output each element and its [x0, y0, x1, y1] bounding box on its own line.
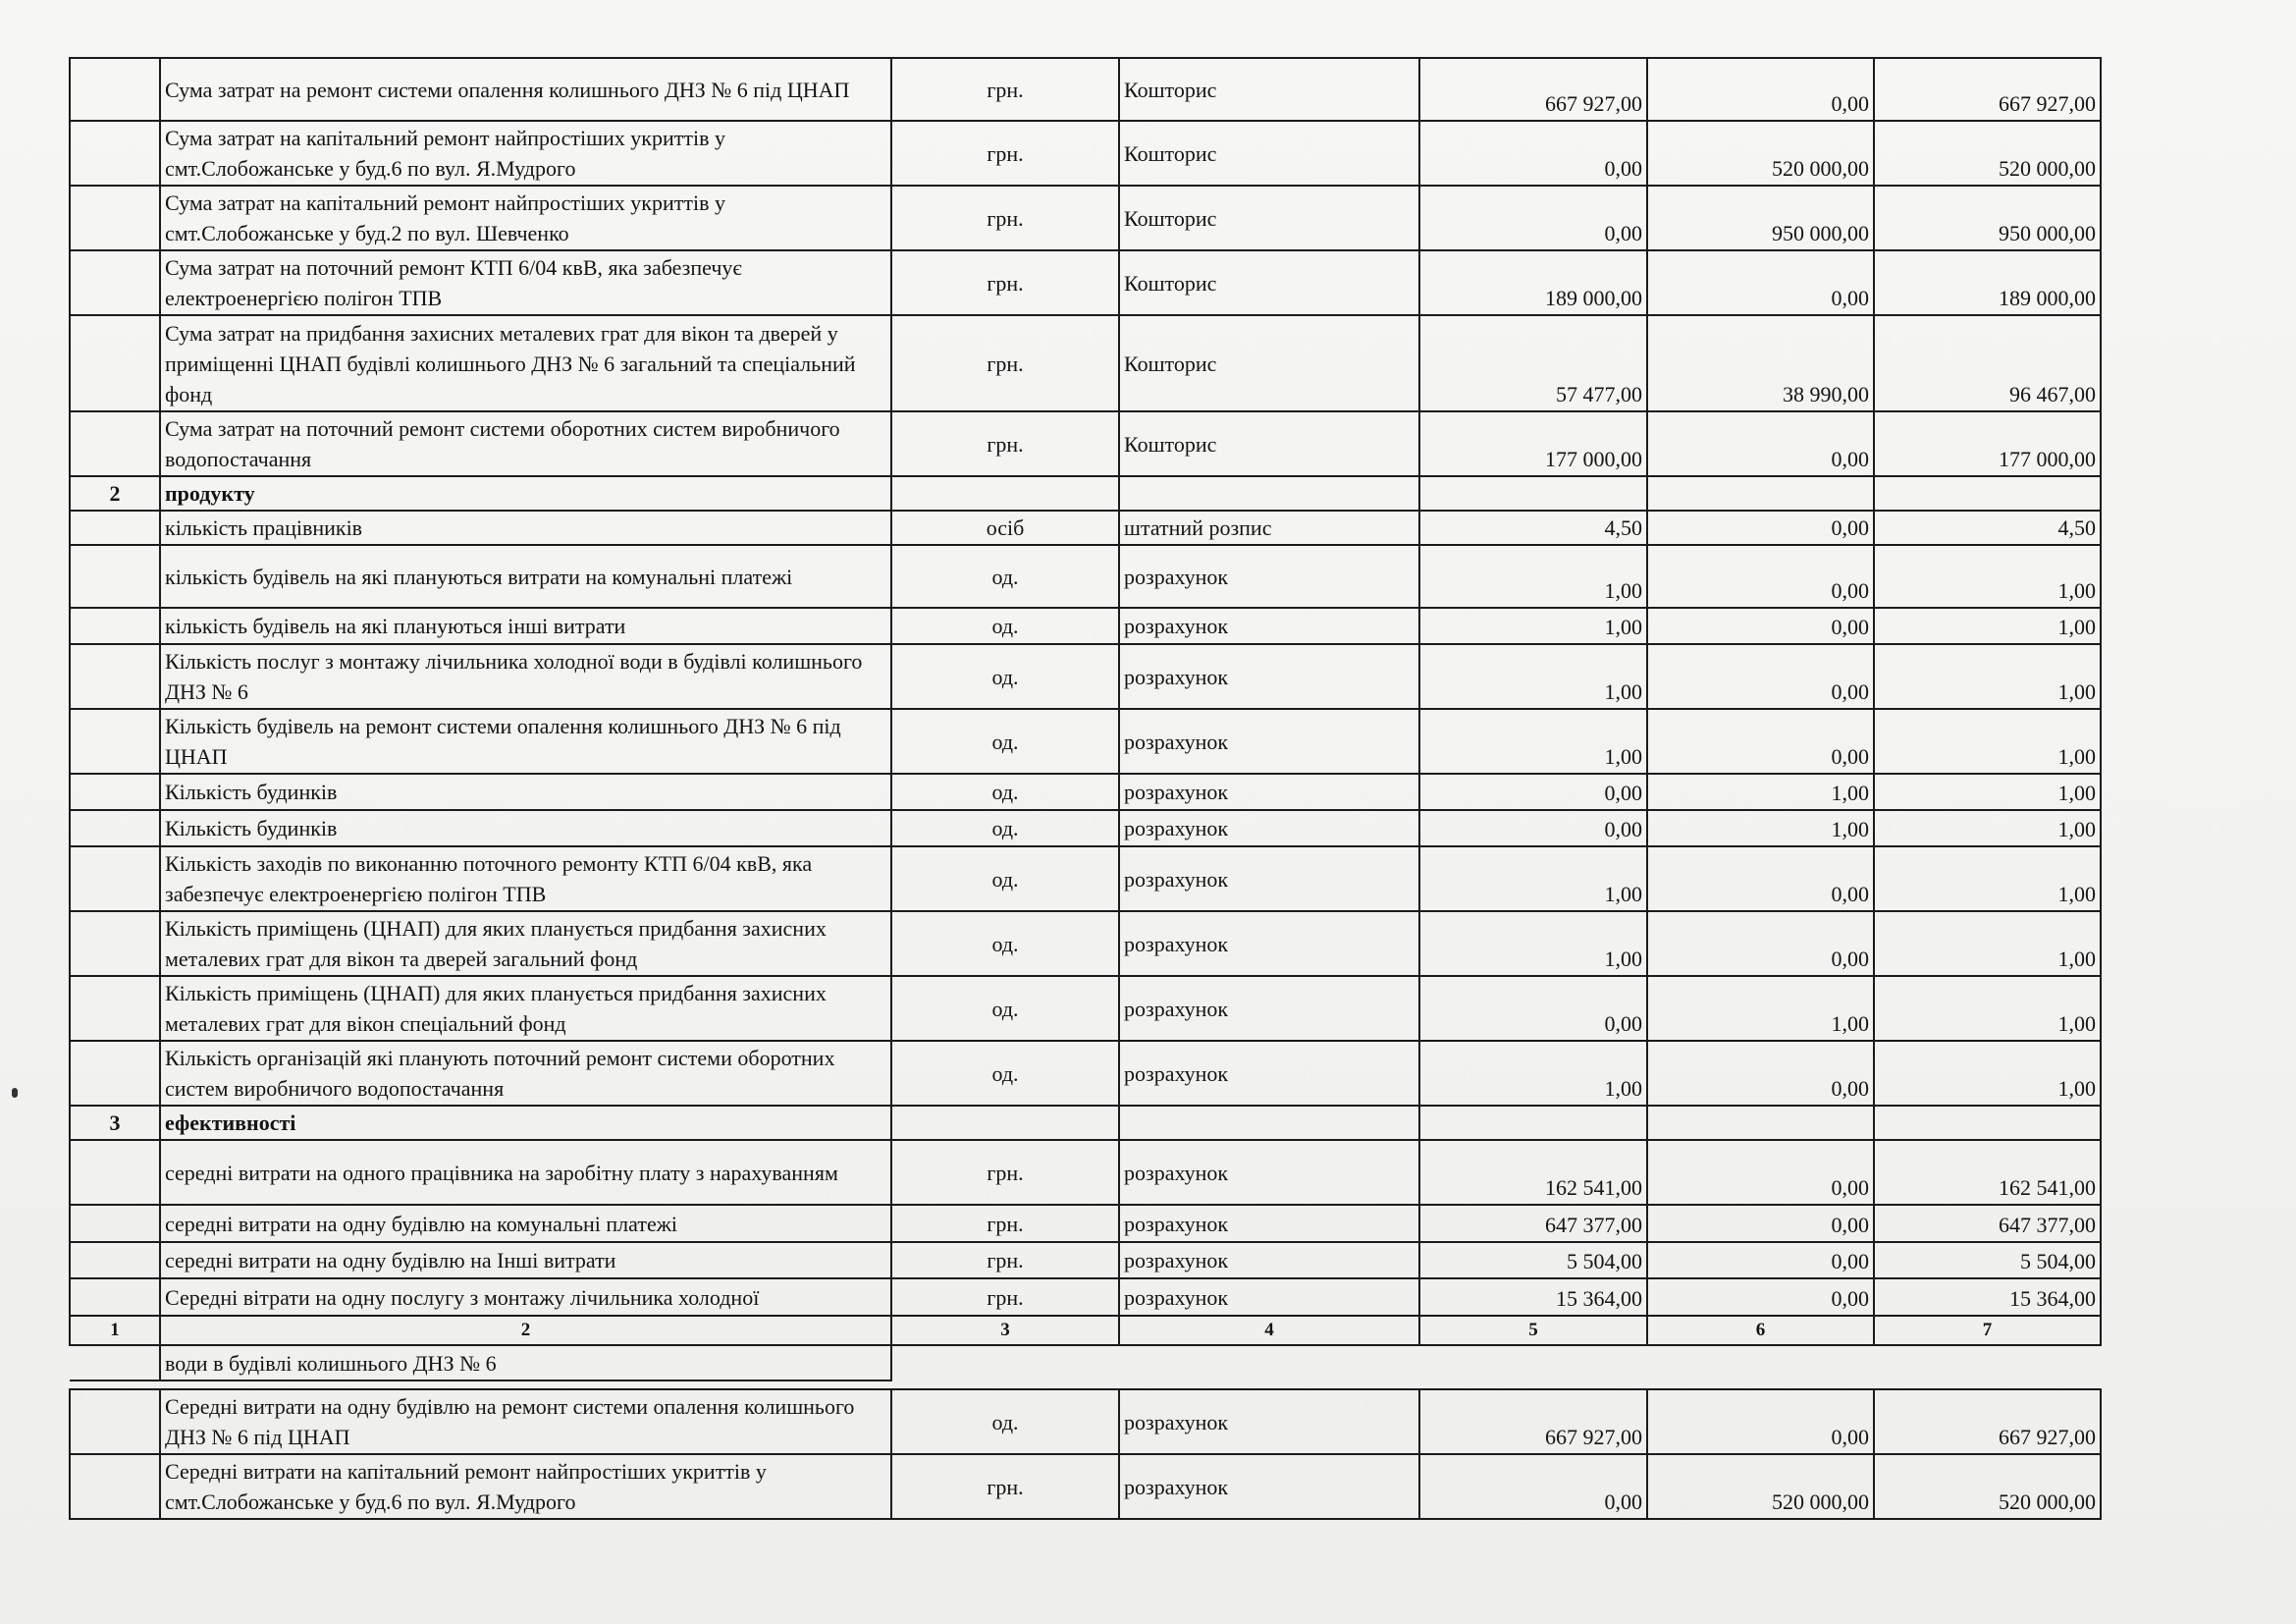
row-number	[70, 315, 160, 411]
value-special: 0,00	[1647, 1242, 1874, 1278]
value-general: 5 504,00	[1419, 1242, 1647, 1278]
indicator-name: Кількість приміщень (ЦНАП) для яких планується придбання захисних металевих грат для вікон та дверей загальний фонд	[160, 911, 891, 976]
value-total: 177 000,00	[1874, 411, 2101, 476]
value-general: 15 364,00	[1419, 1278, 1647, 1316]
value-general: 1,00	[1419, 846, 1647, 911]
row-number	[70, 774, 160, 810]
unit: грн.	[891, 1242, 1119, 1278]
row-number	[70, 58, 160, 121]
value-special: 0,00	[1647, 1041, 1874, 1106]
value-special: 0,00	[1647, 1140, 1874, 1205]
table-row	[70, 315, 2101, 411]
indicator-name: Середні вітрати на одну послугу з монтажу лічильника холодної	[160, 1278, 891, 1316]
source: розрахунок	[1119, 1278, 1419, 1316]
unit: од.	[891, 1389, 1119, 1454]
source: розрахунок	[1119, 1389, 1419, 1454]
row-number	[70, 709, 160, 774]
table-row	[70, 1278, 2101, 1316]
row-number	[70, 186, 160, 250]
unit: грн.	[891, 1140, 1119, 1205]
source: штатний розпис	[1119, 511, 1419, 545]
unit: грн.	[891, 186, 1119, 250]
source: Кошторис	[1119, 121, 1419, 186]
value-total: 1,00	[1874, 608, 2101, 644]
indicator-name: Кількість будинків	[160, 810, 891, 846]
indicator-name: Середні витрати на одну будівлю на ремонт системи опалення колишнього ДНЗ № 6 під ЦНАП	[160, 1389, 891, 1454]
value-total: 1,00	[1874, 911, 2101, 976]
column-numbers-row	[70, 1316, 2101, 1345]
unit: од.	[891, 846, 1119, 911]
column-number: 1	[70, 1316, 160, 1345]
unit: грн.	[891, 58, 1119, 121]
table-row	[70, 121, 2101, 186]
unit: грн.	[891, 315, 1119, 411]
value-general	[1419, 476, 1647, 511]
table-row	[70, 1454, 2101, 1519]
indicator-name: Сума затрат на капітальний ремонт найпростіших укриттів у смт.Слобожанське у буд.6 по вул. Я.Мудрого	[160, 121, 891, 186]
row-number	[70, 121, 160, 186]
value-total: 520 000,00	[1874, 1454, 2101, 1519]
source: Кошторис	[1119, 186, 1419, 250]
table-row	[70, 545, 2101, 608]
indicator-name: Середні витрати на капітальний ремонт найпростіших укриттів у смт.Слобожанське у буд.6 по вул. Я.Мудрого	[160, 1454, 891, 1519]
unit	[891, 1106, 1119, 1140]
source: Кошторис	[1119, 58, 1419, 121]
indicator-name: Кількість послуг з монтажу лічильника холодної води в будівлі колишнього ДНЗ № 6	[160, 644, 891, 709]
source: розрахунок	[1119, 976, 1419, 1041]
unit: од.	[891, 709, 1119, 774]
value-total: 162 541,00	[1874, 1140, 2101, 1205]
indicator-name: Кількість будинків	[160, 774, 891, 810]
value-general: 1,00	[1419, 545, 1647, 608]
value-special: 520 000,00	[1647, 121, 1874, 186]
table-row	[70, 1242, 2101, 1278]
column-number: 4	[1119, 1316, 1419, 1345]
row-number	[70, 1041, 160, 1106]
value-general: 177 000,00	[1419, 411, 1647, 476]
value-special: 0,00	[1647, 545, 1874, 608]
value-special: 0,00	[1647, 608, 1874, 644]
row-number	[70, 1242, 160, 1278]
unit: од.	[891, 608, 1119, 644]
unit: грн.	[891, 1454, 1119, 1519]
value-total: 15 364,00	[1874, 1278, 2101, 1316]
table-row	[70, 774, 2101, 810]
indicator-name: кількість працівників	[160, 511, 891, 545]
unit: осіб	[891, 511, 1119, 545]
value-general: 647 377,00	[1419, 1205, 1647, 1242]
table-row	[70, 1389, 2101, 1454]
value-general: 0,00	[1419, 1454, 1647, 1519]
table-row	[70, 644, 2101, 709]
source: розрахунок	[1119, 545, 1419, 608]
indicator-name: Кількість заходів по виконанню поточного ремонту КТП 6/04 квВ, яка забезпечує електроенергією полігон ТПВ	[160, 846, 891, 911]
column-number: 3	[891, 1316, 1119, 1345]
row-number	[70, 810, 160, 846]
source: розрахунок	[1119, 1041, 1419, 1106]
value-total: 520 000,00	[1874, 121, 2101, 186]
value-total: 647 377,00	[1874, 1205, 2101, 1242]
value-general: 162 541,00	[1419, 1140, 1647, 1205]
value-total: 1,00	[1874, 810, 2101, 846]
unit: грн.	[891, 250, 1119, 315]
row-number: 3	[70, 1106, 160, 1140]
value-general: 667 927,00	[1419, 58, 1647, 121]
source: Кошторис	[1119, 411, 1419, 476]
value-special: 0,00	[1647, 250, 1874, 315]
value-total	[1874, 476, 2101, 511]
unit: од.	[891, 644, 1119, 709]
unit: од.	[891, 810, 1119, 846]
continuation-table	[69, 1388, 2102, 1520]
row-number	[70, 1140, 160, 1205]
indicators-table	[69, 57, 2102, 1381]
value-general: 1,00	[1419, 1041, 1647, 1106]
value-special: 950 000,00	[1647, 186, 1874, 250]
value-total: 1,00	[1874, 545, 2101, 608]
column-number: 7	[1874, 1316, 2101, 1345]
row-number	[70, 846, 160, 911]
scan-speck	[12, 1088, 18, 1098]
value-special: 0,00	[1647, 1389, 1874, 1454]
source: розрахунок	[1119, 1205, 1419, 1242]
value-total: 5 504,00	[1874, 1242, 2101, 1278]
indicator-name: Сума затрат на капітальний ремонт найпростіших укриттів у смт.Слобожанське у буд.2 по вул. Шевченко	[160, 186, 891, 250]
source: Кошторис	[1119, 315, 1419, 411]
indicator-name: Сума затрат на поточний ремонт КТП 6/04 квВ, яка забезпечує електроенергією полігон ТПВ	[160, 250, 891, 315]
value-special: 0,00	[1647, 411, 1874, 476]
table-row	[70, 186, 2101, 250]
value-total: 1,00	[1874, 1041, 2101, 1106]
value-total: 1,00	[1874, 846, 2101, 911]
value-special: 0,00	[1647, 511, 1874, 545]
row-number	[70, 644, 160, 709]
value-total: 667 927,00	[1874, 58, 2101, 121]
indicator-name: середні витрати на одного працівника на заробітну плату з нарахуванням	[160, 1140, 891, 1205]
value-general: 189 000,00	[1419, 250, 1647, 315]
value-special: 38 990,00	[1647, 315, 1874, 411]
indicator-name: Кількість організацій які планують поточний ремонт системи оборотних систем виробничого водопостачання	[160, 1041, 891, 1106]
source: розрахунок	[1119, 1454, 1419, 1519]
value-special: 0,00	[1647, 58, 1874, 121]
table-row	[70, 976, 2101, 1041]
value-general: 1,00	[1419, 608, 1647, 644]
value-general: 1,00	[1419, 709, 1647, 774]
indicator-name: Кількість будівель на ремонт системи опалення колишнього ДНЗ № 6 під ЦНАП	[160, 709, 891, 774]
value-general: 0,00	[1419, 121, 1647, 186]
row-number	[70, 1454, 160, 1519]
value-general: 667 927,00	[1419, 1389, 1647, 1454]
unit: од.	[891, 774, 1119, 810]
row-number	[70, 1205, 160, 1242]
value-special: 0,00	[1647, 709, 1874, 774]
value-total: 96 467,00	[1874, 315, 2101, 411]
value-general: 1,00	[1419, 644, 1647, 709]
value-special: 0,00	[1647, 644, 1874, 709]
value-special	[1647, 476, 1874, 511]
row-number	[70, 911, 160, 976]
table-row	[70, 846, 2101, 911]
table-row	[70, 1041, 2101, 1106]
row-number	[70, 976, 160, 1041]
source: розрахунок	[1119, 644, 1419, 709]
value-general: 0,00	[1419, 976, 1647, 1041]
row-number: 2	[70, 476, 160, 511]
carry-over-text: води в будівлі колишнього ДНЗ № 6	[160, 1345, 891, 1380]
indicator-name: Кількість приміщень (ЦНАП) для яких планується придбання захисних металевих грат для вікон спеціальний фонд	[160, 976, 891, 1041]
unit: грн.	[891, 411, 1119, 476]
unit: грн.	[891, 1278, 1119, 1316]
source: розрахунок	[1119, 1242, 1419, 1278]
value-general: 1,00	[1419, 911, 1647, 976]
value-general: 0,00	[1419, 810, 1647, 846]
column-number: 6	[1647, 1316, 1874, 1345]
value-total: 950 000,00	[1874, 186, 2101, 250]
value-special	[1647, 1106, 1874, 1140]
source: розрахунок	[1119, 810, 1419, 846]
indicator-name: середні витрати на одну будівлю на комунальні платежі	[160, 1205, 891, 1242]
value-general: 4,50	[1419, 511, 1647, 545]
indicator-name: Сума затрат на придбання захисних металевих грат для вікон та дверей у приміщенні ЦНАП будівлі колишнього ДНЗ № 6 загальний та спеціальний фонд	[160, 315, 891, 411]
value-general: 0,00	[1419, 774, 1647, 810]
unit: грн.	[891, 121, 1119, 186]
column-number: 2	[160, 1316, 891, 1345]
section-row	[70, 476, 2101, 511]
unit: од.	[891, 976, 1119, 1041]
table-row	[70, 250, 2101, 315]
source: розрахунок	[1119, 774, 1419, 810]
indicator-name: Сума затрат на поточний ремонт системи оборотних систем виробничого водопостачання	[160, 411, 891, 476]
blank-cell	[891, 1345, 2101, 1380]
indicator-name: кількість будівель на які плануються інші витрати	[160, 608, 891, 644]
table-row	[70, 58, 2101, 121]
carry-over-row	[70, 1345, 2101, 1380]
value-total: 4,50	[1874, 511, 2101, 545]
table-row	[70, 1140, 2101, 1205]
source: розрахунок	[1119, 911, 1419, 976]
value-general: 0,00	[1419, 186, 1647, 250]
row-number	[70, 608, 160, 644]
value-total: 1,00	[1874, 644, 2101, 709]
source	[1119, 476, 1419, 511]
value-general	[1419, 1106, 1647, 1140]
source: розрахунок	[1119, 709, 1419, 774]
value-special: 0,00	[1647, 911, 1874, 976]
source: розрахунок	[1119, 846, 1419, 911]
value-special: 1,00	[1647, 976, 1874, 1041]
row-number	[70, 1389, 160, 1454]
value-total	[1874, 1106, 2101, 1140]
table-row	[70, 608, 2101, 644]
row-number	[70, 411, 160, 476]
indicator-name: кількість будівель на які плануються витрати на комунальні платежі	[160, 545, 891, 608]
unit: од.	[891, 911, 1119, 976]
table-row	[70, 1205, 2101, 1242]
column-number: 5	[1419, 1316, 1647, 1345]
value-total: 667 927,00	[1874, 1389, 2101, 1454]
value-special: 1,00	[1647, 810, 1874, 846]
table-row	[70, 511, 2101, 545]
value-total: 189 000,00	[1874, 250, 2101, 315]
source	[1119, 1106, 1419, 1140]
value-special: 0,00	[1647, 1205, 1874, 1242]
indicator-name: Сума затрат на ремонт системи опалення колишнього ДНЗ № 6 під ЦНАП	[160, 58, 891, 121]
section-row	[70, 1106, 2101, 1140]
source: розрахунок	[1119, 1140, 1419, 1205]
value-total: 1,00	[1874, 976, 2101, 1041]
table-row	[70, 911, 2101, 976]
unit: од.	[891, 1041, 1119, 1106]
section-title: ефективності	[160, 1106, 891, 1140]
value-special: 0,00	[1647, 1278, 1874, 1316]
row-number	[70, 1278, 160, 1316]
value-special: 0,00	[1647, 846, 1874, 911]
row-number	[70, 250, 160, 315]
row-number	[70, 511, 160, 545]
value-total: 1,00	[1874, 774, 2101, 810]
value-special: 1,00	[1647, 774, 1874, 810]
indicator-name: середні витрати на одну будівлю на Інші витрати	[160, 1242, 891, 1278]
unit: грн.	[891, 1205, 1119, 1242]
value-special: 520 000,00	[1647, 1454, 1874, 1519]
unit: од.	[891, 545, 1119, 608]
unit	[891, 476, 1119, 511]
source: Кошторис	[1119, 250, 1419, 315]
table-row	[70, 411, 2101, 476]
table-row	[70, 709, 2101, 774]
value-total: 1,00	[1874, 709, 2101, 774]
section-title: продукту	[160, 476, 891, 511]
row-number	[70, 545, 160, 608]
value-general: 57 477,00	[1419, 315, 1647, 411]
source: розрахунок	[1119, 608, 1419, 644]
table-row	[70, 810, 2101, 846]
blank-cell	[70, 1345, 160, 1380]
